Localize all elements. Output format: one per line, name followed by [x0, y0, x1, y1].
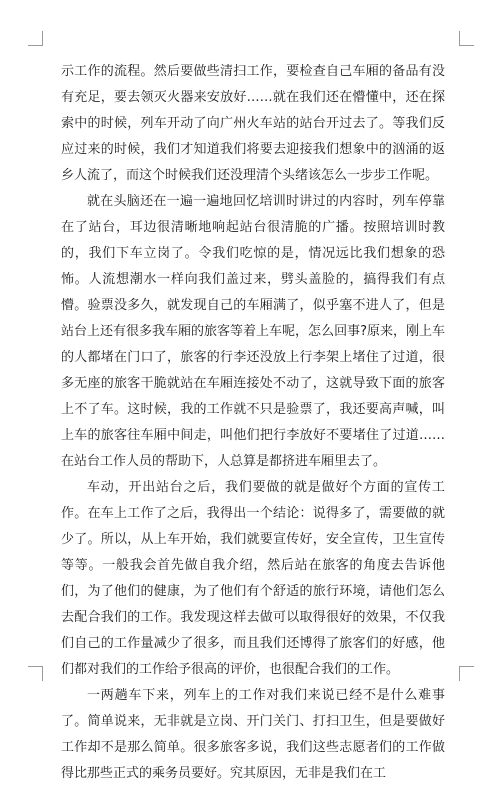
document-body	[61, 59, 445, 787]
crop-mark-bottom-right	[459, 666, 474, 681]
paragraph-4: 一两趟车下来，列车上的工作对我们来说已经不是什么难事了。简单说来，无非就是立岗、开门关门、打扫卫生，但是要做好工作却不是那么简单。很多旅客多说，我们这些志愿者们的工作做得比那些正式的乘务员要好。究其原因，无非是我们在工	[61, 688, 445, 781]
crop-mark-top-right	[459, 31, 474, 46]
crop-mark-top-left	[28, 31, 43, 46]
crop-mark-bottom-left	[28, 666, 43, 681]
paragraph-3: 车动，开出站台之后，我们要做的就是做好个方面的宣传工作。在车上工作了之后，我得出一个结论：说得多了，需要做的就少了。所以，从上车开始，我们就要宣传好，安全宣传，卫生宣传等等。一般我会首先做自我介绍，然后站在旅客的角度去告诉他们，为了他们的健康，为了他们有个舒适的旅行环境，请他们怎么去配合我们的工作。我发现这样去做可以取得很好的效果，不仅我们自己的工作量减少了很多，而且我们还博得了旅客们的好感，他们都对我们的工作给予很高的评价，也很配合我们的工作。	[61, 480, 445, 677]
paragraph-2: 就在头脑还在一遍一遍地回忆培训时讲过的内容时，列车停靠在了站台，耳边很清晰地响起站台很清脆的广播。按照培训时教的，我们下车立岗了。令我们吃惊的是，情况远比我们想象的恐怖。人流想潮水一样向我们盖过来，劈头盖脸的，搞得我们有点懵。验票没多久，就发现自己的车厢满了，似乎塞不进人了，但是站台上还有很多我车厢的旅客等着上车呢，怎么回事?原来，刚上车的人都堵在门口了，旅客的行李还没放上行李架上堵住了过道，很多无座的旅客干脆就站在车厢连接处不动了，这就导致下面的旅客上不了车。这时候，我的工作就不只是验票了，我还要高声喊，叫上车的旅客往车厢中间走，叫他们把行李放好不要堵住了过道……在站台工作人员的帮助下，人总算是都挤进车厢里去了。	[61, 194, 445, 469]
paragraph-1: 示工作的流程。然后要做些清扫工作，要检查自己车厢的备品有没有充足，要去领灭火器来安放好……就在我们还在懵懂中，还在探索中的时候，列车开动了向广州火车站的站台开过去了。等我们反应过来的时候，我们才知道我们将要去迎接我们想象中的汹涌的返乡人流了，而这个时候我们还没理清个头绪该怎么一步步工作呢。	[61, 64, 445, 183]
